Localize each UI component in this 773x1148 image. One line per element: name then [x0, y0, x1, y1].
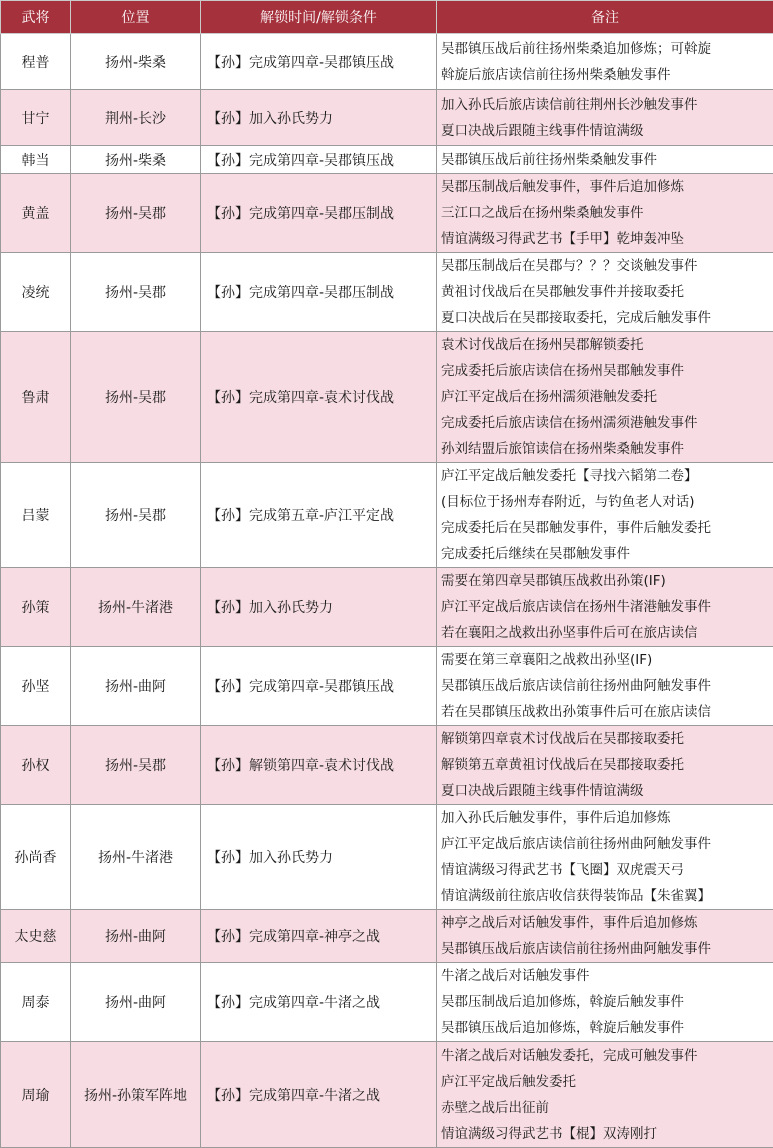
unlock-condition: 【孙】完成第四章-神亭之战 — [201, 910, 437, 963]
officer-name: 孙策 — [1, 568, 71, 647]
note-line: 袁术讨伐战后在扬州吴郡解锁委托 — [441, 332, 773, 358]
officer-name: 鲁肃 — [1, 332, 71, 463]
note-line: 解锁第四章袁术讨伐战后在吴郡接取委托 — [441, 726, 773, 752]
note-line: 牛渚之战后对话触发委托，完成可触发事件 — [441, 1043, 773, 1069]
table-row — [1, 463, 773, 568]
officer-location: 扬州-吴郡 — [71, 726, 201, 805]
officer-location: 扬州-曲阿 — [71, 963, 201, 1042]
table-row — [1, 174, 773, 253]
officer-name: 周瑜 — [1, 1042, 71, 1148]
header-notes: 备注 — [437, 1, 773, 34]
table-row — [1, 910, 773, 963]
note-line: 吴郡镇压战后追加修炼，斡旋后触发事件 — [441, 1015, 773, 1041]
notes-cell — [437, 90, 773, 146]
officer-name: 孙尚香 — [1, 805, 71, 910]
officer-name: 程普 — [1, 34, 71, 90]
note-line: 夏口决战后跟随主线事件情谊满级 — [441, 778, 773, 804]
table-row — [1, 963, 773, 1042]
table-row — [1, 568, 773, 647]
unlock-condition: 【孙】加入孙氏势力 — [201, 805, 437, 910]
notes-cell — [437, 726, 773, 805]
note-line: 庐江平定战后触发委托【寻找六韬第二卷】 — [441, 463, 773, 489]
officer-name: 黄盖 — [1, 174, 71, 253]
notes-cell — [437, 1042, 773, 1148]
table-row — [1, 34, 773, 90]
note-line: 完成委托后在吴郡触发事件，事件后触发委托 — [441, 515, 773, 541]
notes-cell — [437, 647, 773, 726]
officer-location: 扬州-牛渚港 — [71, 568, 201, 647]
notes-cell — [437, 463, 773, 568]
officer-location: 扬州-孙策军阵地 — [71, 1042, 201, 1148]
note-line: 吴郡镇压战后前往扬州柴桑追加修炼；可斡旋 — [441, 36, 773, 62]
notes-cell — [437, 253, 773, 332]
unlock-condition: 【孙】加入孙氏势力 — [201, 90, 437, 146]
note-line: 加入孙氏后触发事件，事件后追加修炼 — [441, 805, 773, 831]
note-line: 若在吴郡镇压战救出孙策事件后可在旅店读信 — [441, 699, 773, 725]
officer-location: 扬州-吴郡 — [71, 174, 201, 253]
note-line: 三江口之战后在扬州柴桑触发事件 — [441, 200, 773, 226]
note-line: 吴郡镇压战后旅店读信前往扬州曲阿触发事件 — [441, 936, 773, 962]
table-row — [1, 726, 773, 805]
unlock-condition: 【孙】完成第四章-吴郡镇压战 — [201, 146, 437, 174]
note-line: 神亭之战后对话触发事件，事件后追加修炼 — [441, 910, 773, 936]
officer-location: 扬州-柴桑 — [71, 34, 201, 90]
note-line: 完成委托后继续在吴郡触发事件 — [441, 541, 773, 567]
note-line: 吴郡压制战后在吴郡与？？？交谈触发事件 — [441, 253, 773, 279]
note-line: 情谊满级前往旅店收信获得装饰品【朱雀翼】 — [441, 883, 773, 909]
note-line: 吴郡镇压战后前往扬州柴桑触发事件 — [441, 147, 773, 173]
note-line: 庐江平定战后在扬州濡须港触发委托 — [441, 384, 773, 410]
table-row — [1, 805, 773, 910]
officer-location: 扬州-吴郡 — [71, 332, 201, 463]
note-line: 夏口决战后在吴郡接取委托，完成后触发事件 — [441, 305, 773, 331]
header-officer: 武将 — [1, 1, 71, 34]
table-row — [1, 90, 773, 146]
note-line: 情谊满级习得武艺书【手甲】乾坤轰冲坠 — [441, 226, 773, 252]
notes-cell — [437, 34, 773, 90]
unlock-condition: 【孙】解锁第四章-袁术讨伐战 — [201, 726, 437, 805]
note-line: 孙刘结盟后旅馆读信在扬州柴桑触发事件 — [441, 436, 773, 462]
unlock-condition: 【孙】加入孙氏势力 — [201, 568, 437, 647]
note-line: 庐江平定战后旅店读信在扬州牛渚港触发事件 — [441, 594, 773, 620]
note-line: 完成委托后旅店读信在扬州吴郡触发事件 — [441, 358, 773, 384]
officer-name: 甘宁 — [1, 90, 71, 146]
note-line: 情谊满级习得武艺书【飞圈】双虎震天弓 — [441, 857, 773, 883]
note-line: 吴郡镇压战后旅店读信前往扬州曲阿触发事件 — [441, 673, 773, 699]
note-line: 需要在第四章吴郡镇压战救出孙策(IF) — [441, 568, 773, 594]
table-row — [1, 332, 773, 463]
note-line: 吴郡压制战后触发事件，事件后追加修炼 — [441, 174, 773, 200]
notes-cell — [437, 174, 773, 253]
note-line: 完成委托后旅店读信在扬州濡须港触发事件 — [441, 410, 773, 436]
note-line: 情谊满级习得武艺书【棍】双涛刚打 — [441, 1121, 773, 1147]
unlock-condition: 【孙】完成第四章-吴郡镇压战 — [201, 647, 437, 726]
note-line: 需要在第三章襄阳之战救出孙坚(IF) — [441, 647, 773, 673]
officer-location: 扬州-吴郡 — [71, 463, 201, 568]
table-row — [1, 146, 773, 174]
unlock-condition: 【孙】完成第四章-吴郡压制战 — [201, 253, 437, 332]
table-row — [1, 647, 773, 726]
notes-cell — [437, 963, 773, 1042]
note-line: 吴郡压制战后追加修炼，斡旋后触发事件 — [441, 989, 773, 1015]
note-line: 若在襄阳之战救出孙坚事件后可在旅店读信 — [441, 620, 773, 646]
unlock-condition: 【孙】完成第四章-吴郡镇压战 — [201, 34, 437, 90]
table-row — [1, 253, 773, 332]
notes-cell — [437, 910, 773, 963]
officer-name: 凌统 — [1, 253, 71, 332]
note-line: (目标位于扬州寿春附近，与钓鱼老人对话) — [441, 489, 773, 515]
note-line: 庐江平定战后旅店读信前往扬州曲阿触发事件 — [441, 831, 773, 857]
notes-cell — [437, 332, 773, 463]
note-line: 加入孙氏后旅店读信前往荆州长沙触发事件 — [441, 92, 773, 118]
officer-location: 扬州-柴桑 — [71, 146, 201, 174]
unlock-condition: 【孙】完成第四章-吴郡压制战 — [201, 174, 437, 253]
note-line: 夏口决战后跟随主线事件情谊满级 — [441, 118, 773, 144]
notes-cell — [437, 568, 773, 647]
officer-name: 孙坚 — [1, 647, 71, 726]
note-line: 斡旋后旅店读信前往扬州柴桑触发事件 — [441, 62, 773, 88]
notes-cell — [437, 146, 773, 174]
note-line: 牛渚之战后对话触发事件 — [441, 963, 773, 989]
officer-location: 扬州-曲阿 — [71, 647, 201, 726]
officer-name: 吕蒙 — [1, 463, 71, 568]
note-line: 庐江平定战后触发委托 — [441, 1069, 773, 1095]
officer-location: 荆州-长沙 — [71, 90, 201, 146]
officer-name: 孙权 — [1, 726, 71, 805]
note-line: 黄祖讨伐战后在吴郡触发事件并接取委托 — [441, 279, 773, 305]
officer-name: 韩当 — [1, 146, 71, 174]
note-line: 赤壁之战后出征前 — [441, 1095, 773, 1121]
unlock-condition: 【孙】完成第五章-庐江平定战 — [201, 463, 437, 568]
unlock-condition: 【孙】完成第四章-牛渚之战 — [201, 963, 437, 1042]
officer-location: 扬州-吴郡 — [71, 253, 201, 332]
unlock-condition: 【孙】完成第四章-袁术讨伐战 — [201, 332, 437, 463]
header-unlock-condition: 解锁时间/解锁条件 — [201, 1, 437, 34]
officer-location: 扬州-牛渚港 — [71, 805, 201, 910]
table-row — [1, 1042, 773, 1148]
officer-name: 太史慈 — [1, 910, 71, 963]
officer-location: 扬州-曲阿 — [71, 910, 201, 963]
note-line: 解锁第五章黄祖讨伐战后在吴郡接取委托 — [441, 752, 773, 778]
header-row — [1, 1, 773, 34]
notes-cell — [437, 805, 773, 910]
header-location: 位置 — [71, 1, 201, 34]
unlock-condition: 【孙】完成第四章-牛渚之战 — [201, 1042, 437, 1148]
officer-name: 周泰 — [1, 963, 71, 1042]
